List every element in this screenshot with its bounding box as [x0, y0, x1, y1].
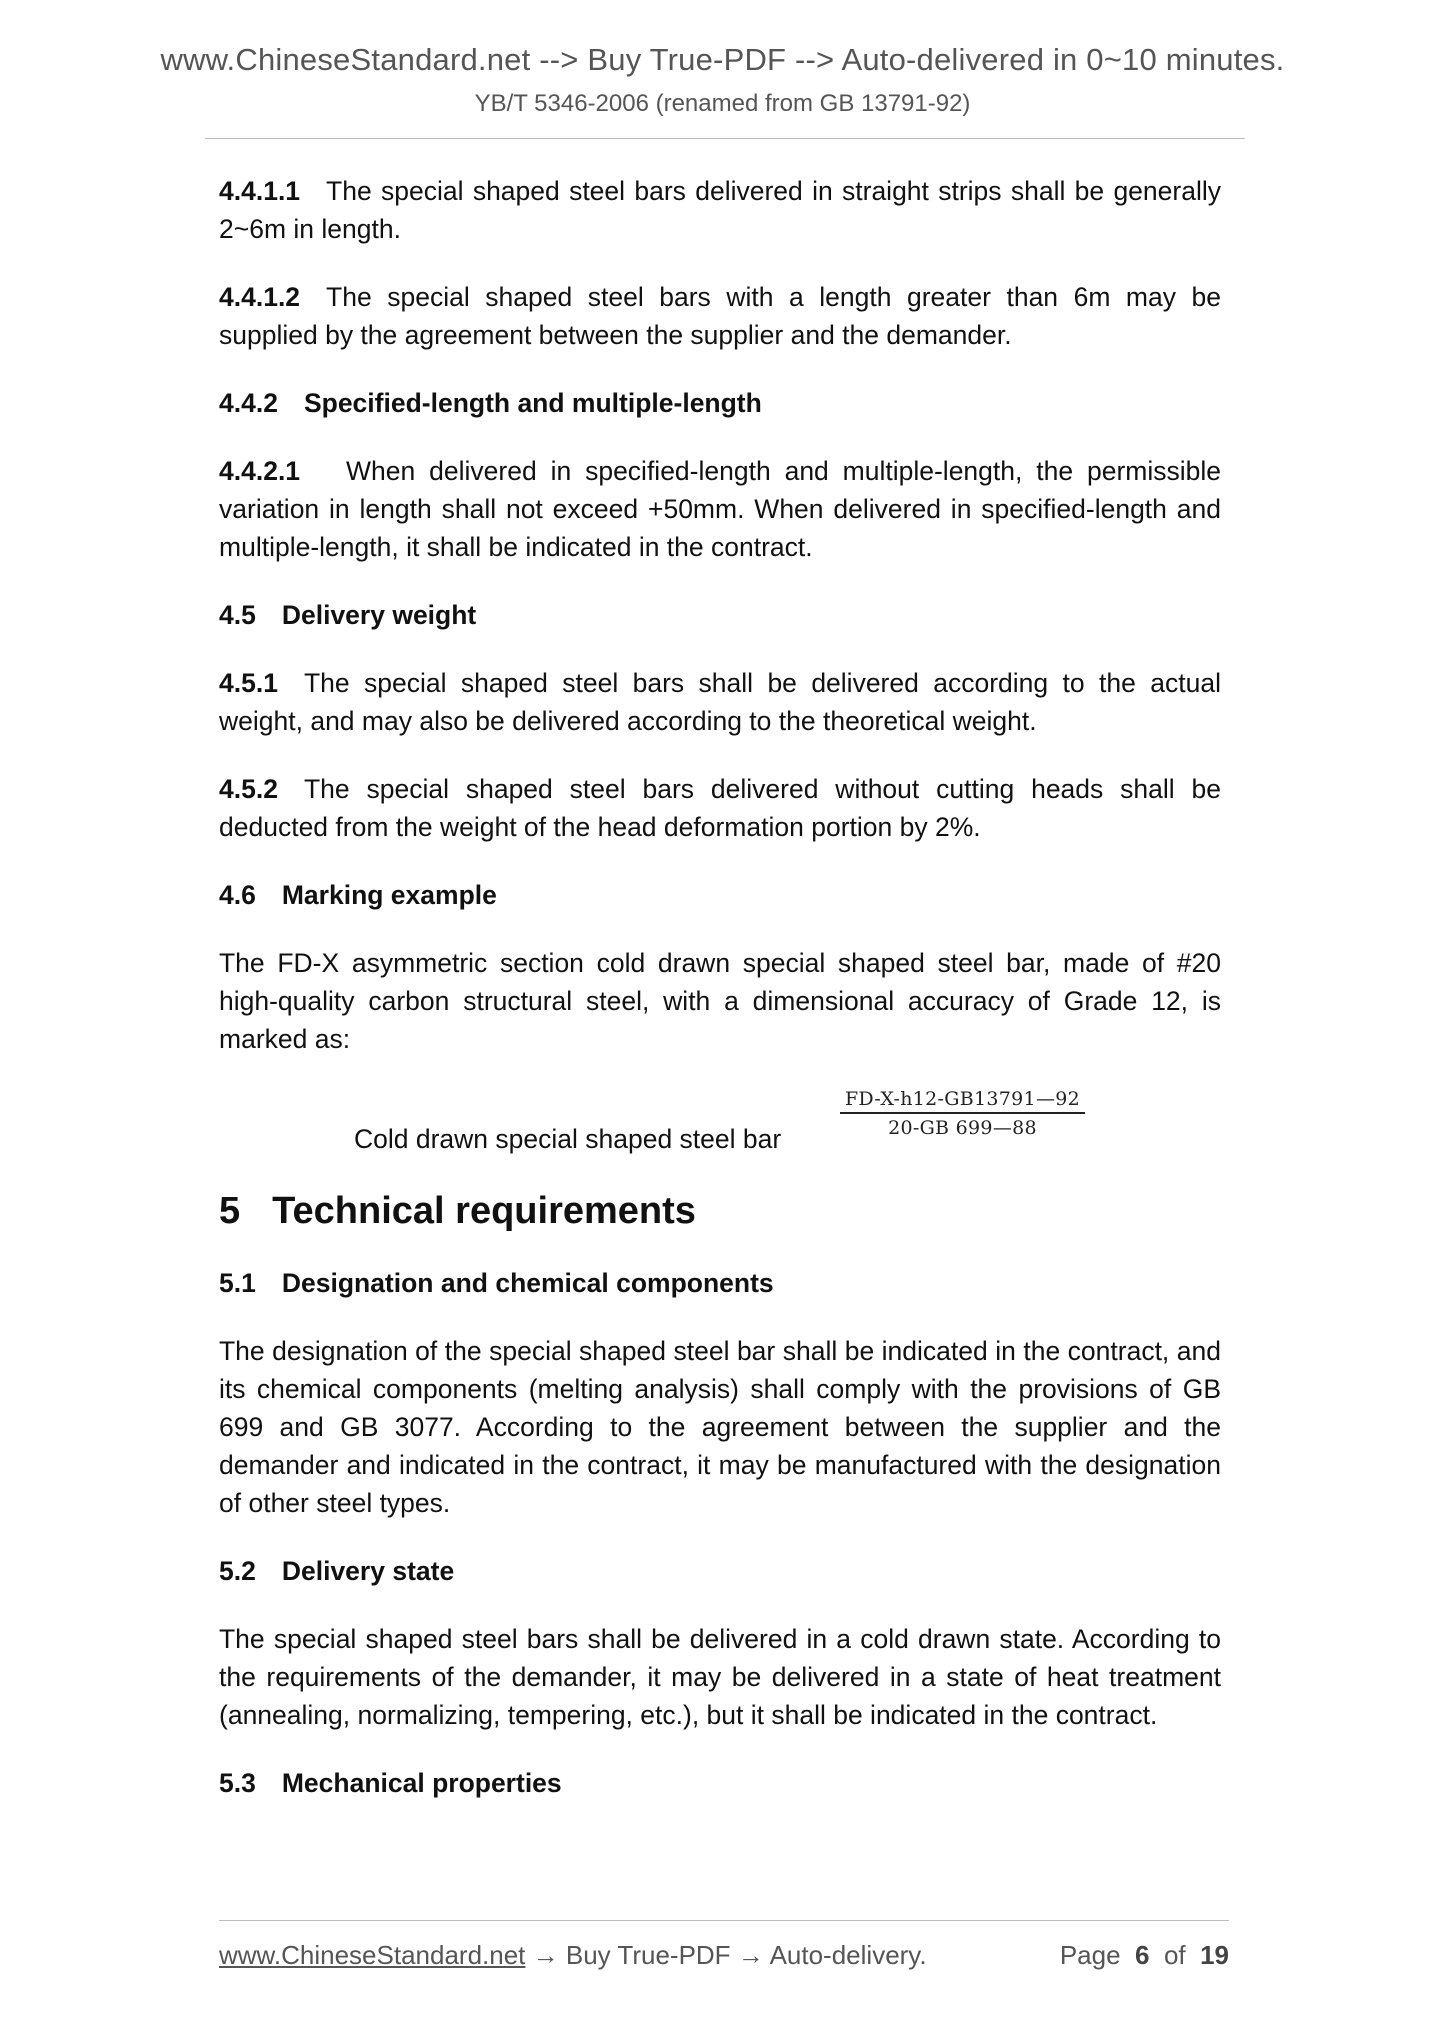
clause-text: The special shaped steel bars delivered without cutting heads shall be deducted from the weight of the head deformation portion by 2%. [219, 774, 1221, 842]
marking-example [219, 1076, 1221, 1166]
clause-number: 4.5.2 [219, 774, 278, 804]
heading-title: Designation and chemical components [281, 1268, 774, 1298]
paragraph-text: The special shaped steel bars shall be delivered in a cold drawn state. According to the requirements of the demander, it may be delivered in a state of heat treatment (annealing, normalizing, tempering, etc.), but it shall be indicated in the contract. [219, 1624, 1221, 1730]
heading-number: 5.2 [219, 1556, 256, 1586]
heading-5 [219, 1188, 1221, 1234]
clause-number: 4.4.1.1 [219, 176, 301, 206]
paragraph-5-1 [219, 1332, 1221, 1522]
heading-number: 5.1 [219, 1268, 256, 1298]
clause-4-4-1-1 [219, 172, 1221, 248]
heading-number: 5.3 [219, 1768, 256, 1798]
clause-4-5-1 [219, 664, 1221, 740]
heading-number: 5 [219, 1190, 241, 1232]
paragraph-text: The designation of the special shaped steel bar shall be indicated in the contract, and its chemical components (melting analysis) shall comply with the provisions of GB 699 and GB 3077. According to the agreement between the supplier and the demander and indicated in the contract, it may be manufactured with the designation of other steel types. [219, 1336, 1221, 1518]
clause-text: The special shaped steel bars shall be delivered according to the actual weight, and may also be delivered according to the theoretical weight. [219, 668, 1221, 736]
fraction-denominator: 20-GB 699—88 [888, 1117, 1037, 1139]
heading-5-3 [219, 1764, 1221, 1802]
heading-5-1 [219, 1264, 1221, 1302]
heading-title: Specified-length and multiple-length [303, 388, 762, 418]
heading-4-5 [219, 596, 1221, 634]
clause-number: 4.4.2.1 [219, 456, 301, 486]
heading-title: Marking example [281, 880, 497, 910]
clause-number: 4.4.1.2 [219, 282, 301, 312]
clause-number: 4.5.1 [219, 668, 278, 698]
footer-site-link[interactable]: www.ChineseStandard.net [219, 1940, 526, 1970]
heading-title: Mechanical properties [281, 1768, 562, 1798]
fraction-numerator: FD-X-h12-GB13791—92 [840, 1088, 1085, 1114]
heading-number: 4.5 [219, 600, 256, 630]
paragraph-text: The FD-X asymmetric section cold drawn special shaped steel bar, made of #20 high-quality carbon structural steel, with a dimensional accuracy of Grade 12, is marked as: [219, 948, 1221, 1054]
heading-title: Delivery weight [281, 600, 477, 630]
clause-text: When delivered in specified-length and multiple-length, the permissible variation in length shall not exceed +50mm. When delivered in specified-length and multiple-length, it shall be indicated in the contract. [219, 456, 1221, 562]
header-divider [205, 138, 1245, 139]
clause-4-4-1-2 [219, 278, 1221, 354]
page-total: 19 [1200, 1940, 1229, 1970]
heading-number: 4.6 [219, 880, 256, 910]
clause-4-4-2-1 [219, 452, 1221, 566]
marking-description [219, 944, 1221, 1058]
page-label: Page [1059, 1940, 1121, 1970]
footer-divider [219, 1920, 1229, 1921]
heading-4-6 [219, 876, 1221, 914]
heading-title: Delivery state [281, 1556, 455, 1586]
page-of-label: of [1163, 1940, 1186, 1970]
footer-left [219, 1940, 927, 1971]
heading-5-2 [219, 1552, 1221, 1590]
page-number [1060, 1940, 1229, 1971]
footer-tagline: → Buy True-PDF → Auto-delivery. [525, 1940, 927, 1970]
marking-label: Cold drawn special shaped steel bar [354, 1124, 782, 1154]
heading-number: 4.4.2 [219, 388, 278, 418]
heading-title: Technical requirements [272, 1190, 696, 1232]
header-standard-id: YB/T 5346-2006 (renamed from GB 13791-92) [474, 90, 971, 117]
header-banner: www.ChineseStandard.net --> Buy True-PDF --> Auto-delivered in 0~10 minutes. [160, 42, 1285, 77]
heading-4-4-2 [219, 384, 1221, 422]
document-body [219, 172, 1221, 1832]
marking-fraction [840, 1088, 1085, 1139]
clause-text: The special shaped steel bars with a length greater than 6m may be supplied by the agreement between the supplier and the demander. [219, 282, 1221, 350]
clause-4-5-2 [219, 770, 1221, 846]
clause-text: The special shaped steel bars delivered in straight strips shall be generally 2~6m in length. [219, 176, 1221, 244]
page-current: 6 [1135, 1940, 1150, 1970]
page-footer [219, 1940, 1229, 1976]
paragraph-5-2 [219, 1620, 1221, 1734]
